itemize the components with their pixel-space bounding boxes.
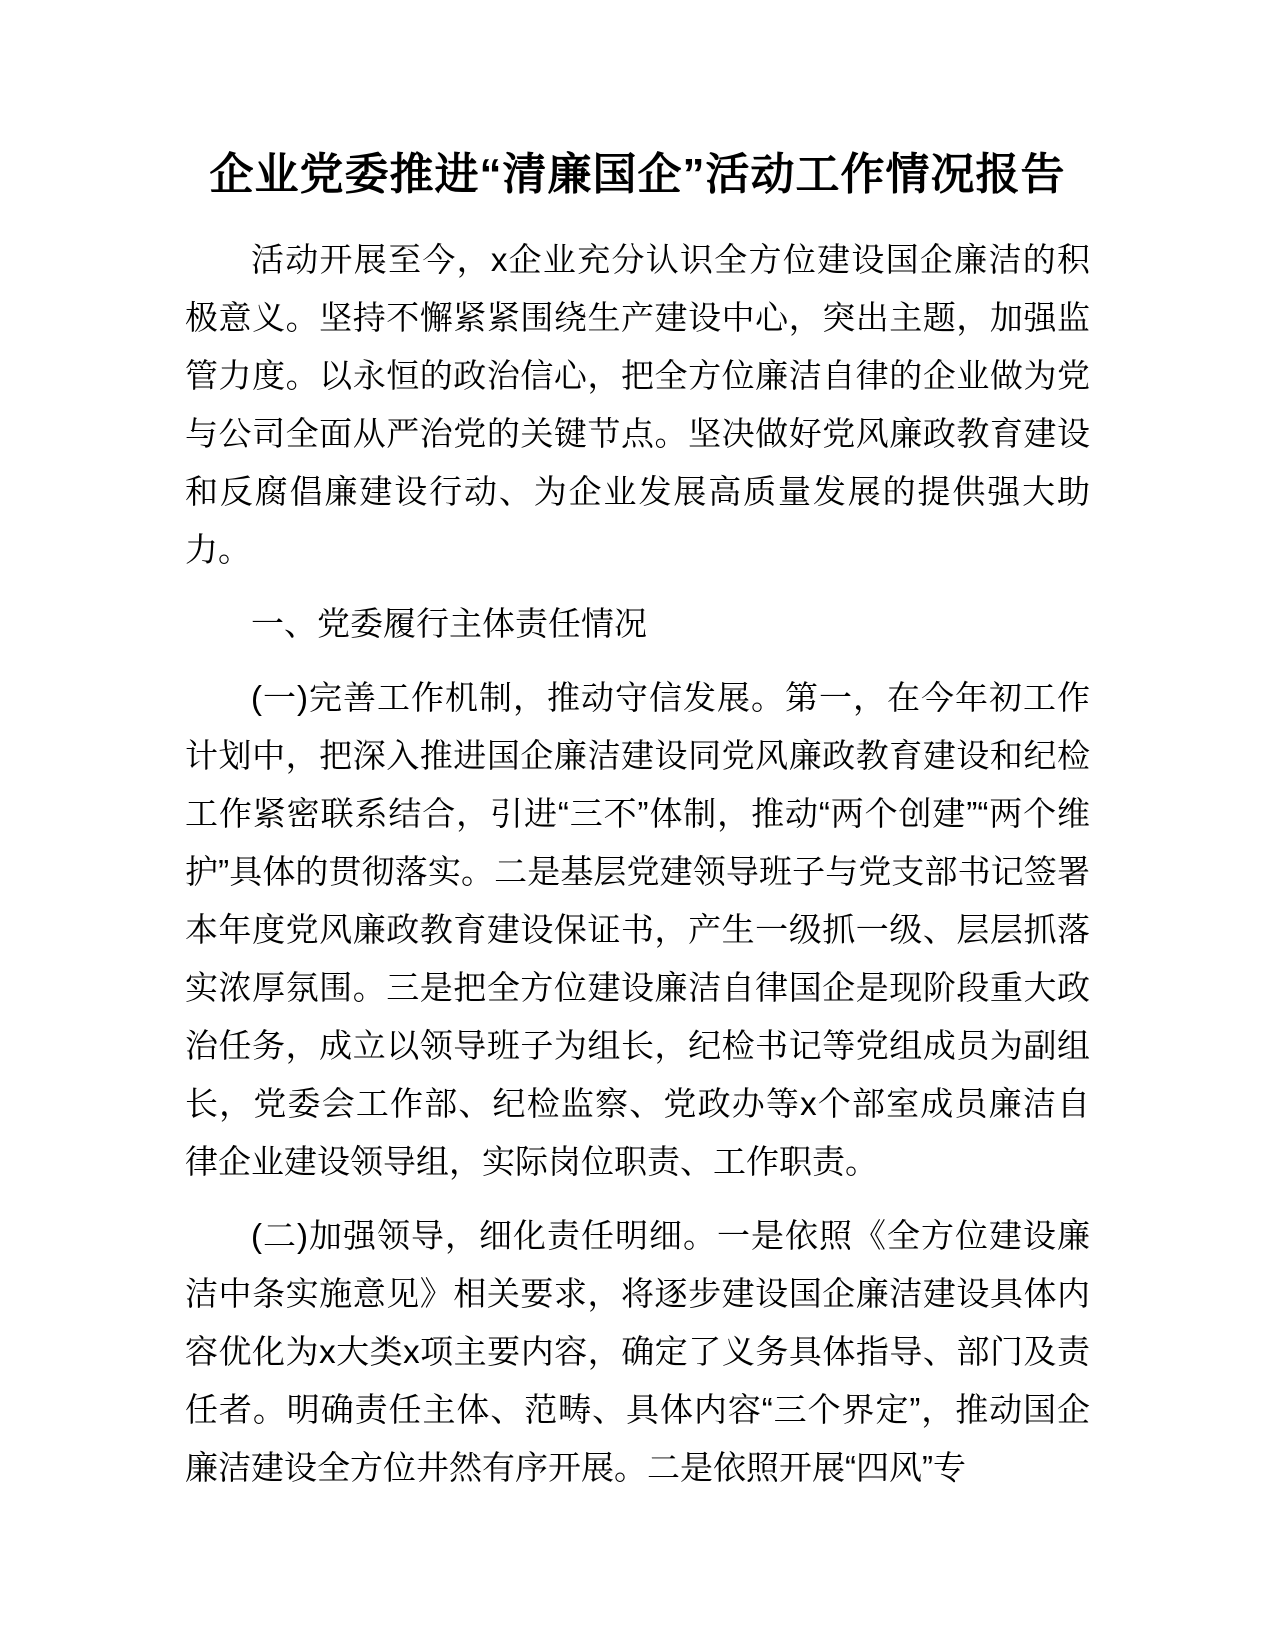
paragraph-section1-point2: (二)加强领导，细化责任明细。一是依照《全方位建设廉洁中条实施意见》相关要求，将逐步建设国企廉洁建设具体内容优化为x大类x项主要内容，确定了义务具体指导、部门及责任者。明确责任主体、范畴、具体内容“三个界定”，推动国企廉洁建设全方位井然有序开展。二是依照开展“四风”专 (185, 1217, 1090, 1486)
document-title: 企业党委推进“清廉国企”活动工作情况报告 (209, 150, 1066, 199)
paragraph-intro: 活动开展至今，x企业充分认识全方位建设国企廉洁的积极意义。坚持不懈紧紧围绕生产建设中心，突出主题，加强监管力度。以永恒的政治信心，把全方位廉洁自律的企业做为党与公司全面从严治党的关键节点。坚决做好党风廉政教育建设和反腐倡廉建设行动、为企业发展高质量发展的提供强大助力。 (185, 241, 1090, 568)
section-heading-1: 一、党委履行主体责任情况 (251, 605, 647, 642)
paragraph-section1-point1: (一)完善工作机制，推动守信发展。第一，在今年初工作计划中，把深入推进国企廉洁建设同党风廉政教育建设和纪检工作紧密联系结合，引进“三不”体制，推动“两个创建”“两个维护”具体的贯彻落实。二是基层党建领导班子与党支部书记签署本年度党风廉政教育建设保证书，产生一级抓一级、层层抓落实浓厚氛围。三是把全方位建设廉洁自律国企是现阶段重大政治任务，成立以领导班子为组长，纪检书记等党组成员为副组长，党委会工作部、纪检监察、党政办等x个部室成员廉洁自律企业建设领导组，实际岗位职责、工作职责。 (185, 679, 1090, 1180)
